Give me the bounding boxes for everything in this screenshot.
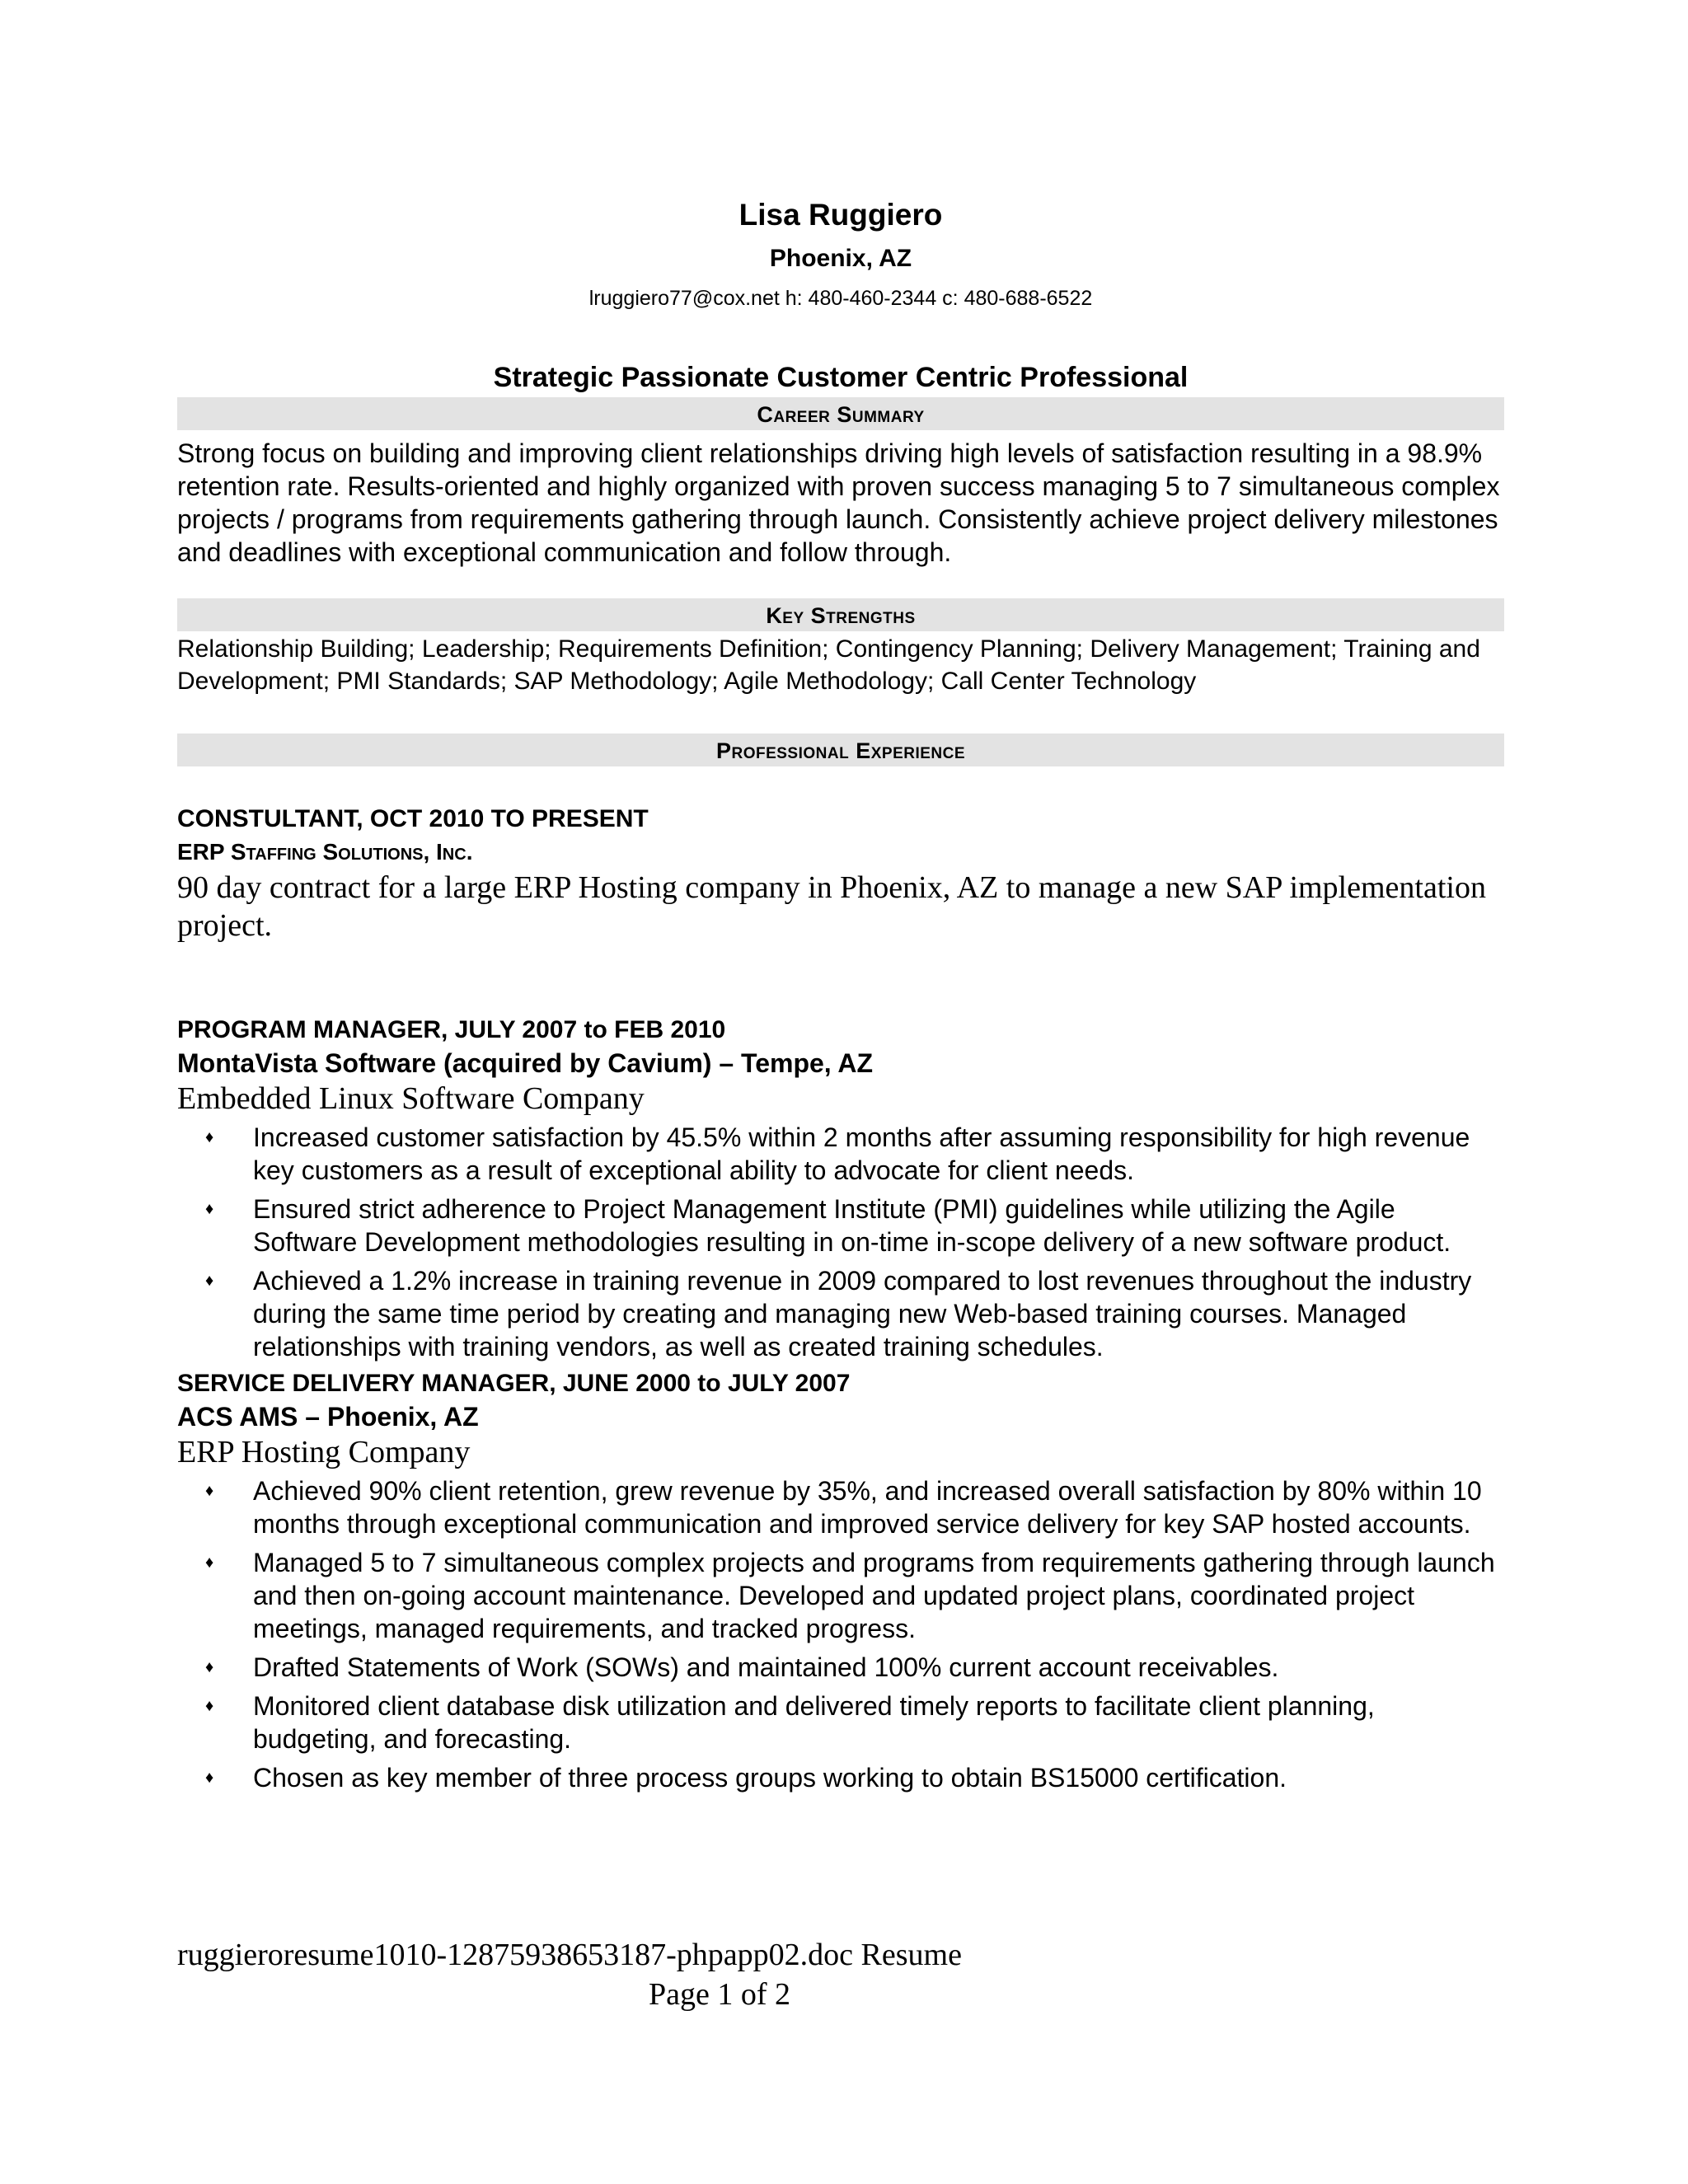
achievement-text: Increased customer satisfaction by 45.5% within 2 months after assuming responsibility for high revenue key customers as a result of exceptional ability to advocate for client needs. [253, 1122, 1470, 1185]
achievement-list [177, 1121, 1504, 1363]
footer-filename: ruggieroresume1010-12875938653187-phpapp02.doc Resume [177, 1938, 962, 1972]
contact-line: lruggiero77@cox.net h: 480-460-2344 c: 480-688-6522 [588, 287, 1093, 310]
job-description: 90 day contract for a large ERP Hosting company in Phoenix, AZ to manage a new SAP implementation project. [177, 870, 1486, 943]
list-item [177, 1474, 1504, 1540]
diamond-bullet-icon: ♦ [205, 1554, 214, 1572]
achievement-text: Achieved a 1.2% increase in training revenue in 2009 compared to lost revenues throughout the industry during the same time period by creating and managing new Web-based training courses. Managed relationships with training vendors, as well as created training schedules. [253, 1266, 1472, 1361]
job-title: CONSTULTANT, OCT 2010 TO PRESENT [177, 805, 649, 832]
job-entry-program-manager [177, 1014, 1504, 1363]
list-item [177, 1121, 1504, 1187]
achievement-text: Ensured strict adherence to Project Management Institute (PMI) guidelines while utilizing the Agile Software Development methodologies resulting in on-time in-scope delivery of a new software product. [253, 1194, 1451, 1257]
list-item [177, 1761, 1504, 1794]
achievement-text: Managed 5 to 7 simultaneous complex projects and programs from requirements gathering through launch and then on-going account maintenance. Developed and updated project plans, coordinated project meetings, managed requirements, and tracked progress. [253, 1548, 1495, 1643]
list-item [177, 1193, 1504, 1258]
company-description: ERP Hosting Company [177, 1435, 471, 1469]
diamond-bullet-icon: ♦ [205, 1482, 214, 1500]
section-header-professional-experience: Professional Experience [177, 733, 1504, 766]
company-name: MontaVista Software (acquired by Cavium) – Tempe, AZ [177, 1048, 874, 1078]
diamond-bullet-icon: ♦ [205, 1658, 214, 1676]
page-footer [177, 1935, 1166, 2014]
achievement-text: Drafted Statements of Work (SOWs) and maintained 100% current account receivables. [253, 1652, 1279, 1682]
diamond-bullet-icon: ♦ [205, 1769, 214, 1787]
list-item [177, 1690, 1504, 1755]
diamond-bullet-icon: ♦ [205, 1697, 214, 1715]
diamond-bullet-icon: ♦ [205, 1200, 214, 1218]
job-title: PROGRAM MANAGER, JULY 2007 to FEB 2010 [177, 1016, 726, 1043]
company-name: ERP Staffing Solutions, Inc. [177, 839, 473, 865]
resume-content [177, 196, 1504, 1800]
section-header-career-summary: Career Summary [177, 397, 1504, 430]
page-number: Page 1 of 2 [649, 1977, 791, 2012]
job-entry-consultant [177, 803, 1504, 944]
company-name: ACS AMS – Phoenix, AZ [177, 1402, 479, 1432]
achievement-text: Chosen as key member of three process groups working to obtain BS15000 certification. [253, 1763, 1287, 1793]
achievement-text: Monitored client database disk utilization and delivered timely reports to facilitate client planning, budgeting, and forecasting. [253, 1691, 1375, 1754]
list-item [177, 1264, 1504, 1363]
achievement-text: Achieved 90% client retention, grew revenue by 35%, and increased overall satisfaction by 80% within 10 months through exceptional communication and improved service delivery for key SAP hosted accounts. [253, 1476, 1482, 1539]
candidate-name: Lisa Ruggiero [738, 198, 943, 232]
job-entry-service-delivery-manager [177, 1367, 1504, 1794]
candidate-location: Phoenix, AZ [769, 245, 912, 272]
achievement-list [177, 1474, 1504, 1794]
key-strengths-text: Relationship Building; Leadership; Requirements Definition; Contingency Planning; Delivery Management; Training and Development; PMI Standards; SAP Methodology; Agile Methodology; Call Center Technology [177, 635, 1480, 695]
professional-headline: Strategic Passionate Customer Centric Professional [493, 362, 1189, 393]
diamond-bullet-icon: ♦ [205, 1128, 214, 1146]
career-summary-text: Strong focus on building and improving client relationships driving high levels of satisfaction resulting in a 98.9% retention rate. Results-oriented and highly organized with proven success managing 5 to 7 simultaneous complex projects / programs from requirements gathering through launch. Consistently achieve project delivery milestones and deadlines with exceptional communication and follow through. [177, 438, 1500, 567]
list-item [177, 1546, 1504, 1645]
job-title: SERVICE DELIVERY MANAGER, JUNE 2000 to JULY 2007 [177, 1370, 851, 1397]
section-header-key-strengths: Key Strengths [177, 598, 1504, 631]
diamond-bullet-icon: ♦ [205, 1272, 214, 1290]
company-description: Embedded Linux Software Company [177, 1081, 645, 1116]
list-item [177, 1651, 1504, 1684]
